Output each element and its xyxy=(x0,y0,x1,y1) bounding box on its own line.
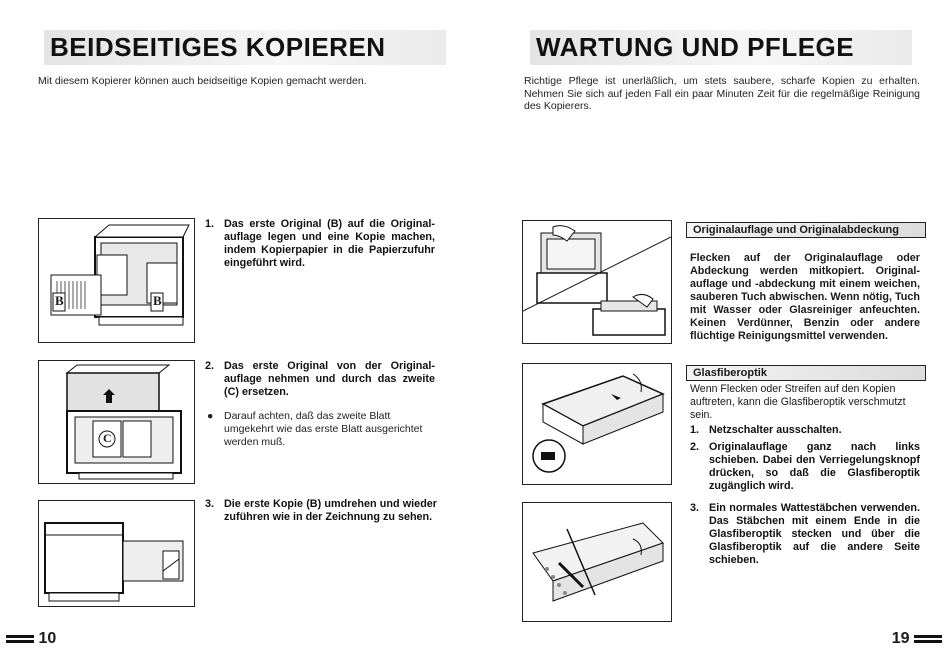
step-number: 1. xyxy=(690,424,700,436)
step-text: Das erste Original von der Originalauflage nehmen und durch das zweite (C) ersetzen. xyxy=(224,360,435,398)
left-intro: Mit diesem Kopierer können auch beidseitige Kopien gemacht werden. xyxy=(38,75,367,87)
step-number: 2. xyxy=(690,441,700,453)
left-note xyxy=(205,410,437,449)
step-number: 3. xyxy=(205,498,215,510)
left-step-3 xyxy=(205,498,437,524)
left-step-1 xyxy=(205,218,435,270)
note-text: Darauf achten, daß das zweite Blatt umgekehrt wie das erste Blatt ausgerichtet werden muß. xyxy=(224,410,423,448)
left-page-number: 10 xyxy=(38,630,57,647)
figure-label-b-copy: B xyxy=(153,293,162,308)
section-heading-fiber: Glasfiberoptik xyxy=(686,365,926,381)
figure-step-3 xyxy=(38,500,195,607)
step-number: 1. xyxy=(205,218,215,230)
right-footer xyxy=(892,630,942,648)
step-text: Netzschalter ausschalten. xyxy=(709,424,842,436)
right-intro: Richtige Pflege ist unerläßlich, um stets saubere, scharfe Kopien zu erhalten. Nehmen Sie sich auf jeden Fall ein paar Minuten Zeit für die regelmäßige Reinigung des Kopierers. xyxy=(524,75,920,112)
figure-cotton-swab xyxy=(522,502,672,622)
right-page-title: WARTUNG UND PFLEGE xyxy=(530,30,912,65)
left-footer xyxy=(6,630,56,648)
page-marker-icon xyxy=(914,633,942,645)
figure-step-2 xyxy=(38,360,195,484)
figure-label-b: B xyxy=(55,293,64,308)
section-intro-fiber: Wenn Flecken oder Streifen auf den Kopien auftreten, kann die Glasfiberoptik verschmutzt sein. xyxy=(690,383,906,421)
left-page-title: BEIDSEITIGES KOPIEREN xyxy=(44,30,446,65)
page-marker-icon xyxy=(6,633,34,645)
section-text-glass: Flecken auf der Originalauflage oder Abdeckung werden mitkopiert. Originalauflage und -abdeckung mit einem weichen, sauberen Tuch abwischen. Wenn nötig, Tuch mit Wasser oder Glasreiniger anfeuchten. Keinen Verdünner, Benzin oder andere flüchtige Reinigungsmittel verwenden. xyxy=(690,252,920,342)
right-step-2 xyxy=(690,441,920,493)
left-step-2 xyxy=(205,360,435,399)
figure-fiber-optics xyxy=(522,363,672,485)
figure-cleaning-glass xyxy=(522,220,672,344)
step-text: Originalauflage ganz nach links schieben. Dabei den Verriegelungsknopf drücken, so daß die Glasfiberoptik zugänglich wird. xyxy=(709,441,920,492)
right-step-3 xyxy=(690,502,920,567)
step-text: Ein normales Wattestäbchen verwenden. Das Stäbchen mit einem Ende in die Glasfiberoptik stecken und über die Glasfiberoptik auf die andere Seite schieben. xyxy=(709,502,920,566)
figure-label-c: C xyxy=(103,431,112,445)
step-number: 2. xyxy=(205,360,215,372)
step-text: Die erste Kopie (B) umdrehen und wieder zuführen wie in der Zeichnung zu sehen. xyxy=(224,498,437,523)
right-page-number: 19 xyxy=(891,630,910,647)
figure-step-1 xyxy=(38,218,195,343)
section-heading-glass: Originalauflage und Originalabdeckung xyxy=(686,222,926,238)
step-number: 3. xyxy=(690,502,700,514)
bullet-icon: ● xyxy=(207,410,214,422)
step-text: Das erste Original (B) auf die Originalauflage legen und eine Kopie machen, indem Kopierpapier in die Papierzufuhr eingeführt wird. xyxy=(224,218,435,269)
right-step-1 xyxy=(690,424,920,437)
